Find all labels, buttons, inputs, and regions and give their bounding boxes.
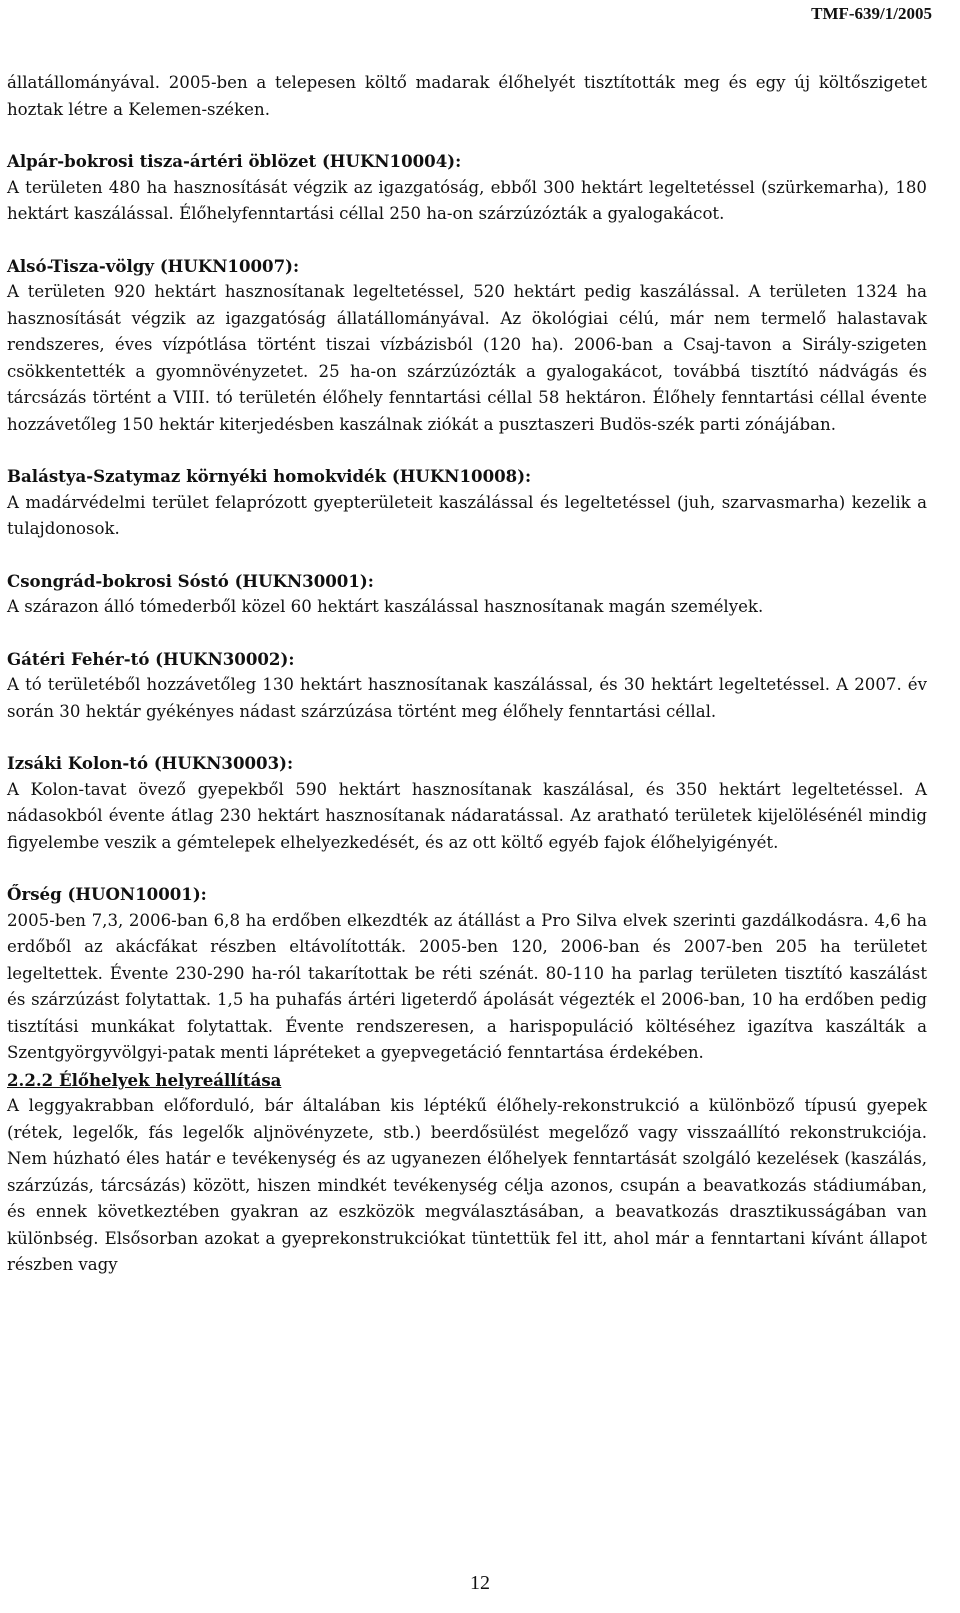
section-heading: Izsáki Kolon-tó (HUKN30003): — [7, 753, 294, 773]
section-body: 2005-ben 7,3, 2006-ban 6,8 ha erdőben elkezdték az átállást a Pro Silva elvek szerinti gazdálkodásra. 4,6 ha erdőből az akácfákat részben eltávolították. 2005-ben 120, 2006-ban és 2007-ben 205 ha területet legeltettek. Évente 230-290 ha-ról takarítottak be réti szénát. 80-110 ha parlag területen tisztító kaszálást és szárzúzást folytattak. 1,5 ha puhafás ártéri ligeterdő ápolását végezték el 2006-ban, 10 ha erdőben pedig tisztítási munkákat folytattak. Évente rendszeresen, a harispopuláció költéséhez igazítva kaszálták a Szentgyörgyvölgyi-patak menti lápréteket a gyepvegetáció fenntartása érdekében. — [7, 910, 927, 1062]
section-body: A tó területéből hozzávetőleg 130 hektárt hasznosítanak kaszálással, és 30 hektárt legeltetéssel. A 2007. év során 30 hektár gyékényes nádast szárzúzása történt meg élőhely fenntartási céllal. — [7, 675, 927, 721]
section-heading: Alsó-Tisza-völgy (HUKN10007): — [7, 255, 300, 276]
section-heading: Balástya-Szatymaz környéki homokvidék (HUKN10008): — [7, 466, 532, 486]
section-csongrad-bokrosi-sosto — [7, 568, 927, 621]
section-body: A madárvédelmi terület felaprózott gyepterületeit kaszálással és legeltetéssel (juh, szarvasmarha) kezelik a tulajdonosok. — [7, 492, 927, 538]
document-id: TMF-639/1/2005 — [811, 4, 932, 23]
section-body: A szárazon álló tómederből közel 60 hektárt kaszálással hasznosítanak magán személyek. — [7, 597, 764, 616]
section-heading: Őrség (HUON10001): — [7, 884, 207, 904]
intro-paragraph: állatállományával. 2005-ben a telepesen költő madarak élőhelyét tisztították meg és egy új költőszigetet hoztak létre a Kelemen-széken. — [7, 73, 927, 119]
page-number: 12 — [470, 1572, 490, 1594]
section-balastya-szatymaz — [7, 463, 927, 543]
section-gateri-feher-to — [7, 646, 927, 726]
section-orseg — [7, 881, 927, 1067]
section-body: A területen 480 ha hasznosítását végzik az igazgatóság, ebből 300 hektárt legeltetéssel (szürkemarha), 180 hektárt kaszálással. Élőhelyfenntartási céllal 250 ha-on szárzúzózták a gyalogakácot. — [7, 177, 927, 223]
section-body: A Kolon-tavat övező gyepekből 590 hektárt hasznosítanak kaszálásal, és 350 hektárt legeltetéssel. A nádasokból évente átlag 230 hektárt hasznosítanak nádaratással. Az aratható területek kijelölésénél mindig figyelembe veszik a gémtelepek elhelyezkedését, és az ott költő egyéb fajok élőhelyigényét. — [7, 779, 927, 852]
section-also-tisza-volgy — [7, 253, 927, 439]
subsection-heading: 2.2.2 Élőhelyek helyreállítása — [7, 1069, 282, 1090]
section-heading: Alpár-bokrosi tisza-ártéri öblözet (HUKN10004): — [7, 151, 462, 171]
section-body: A területen 920 hektárt hasznosítanak legeltetéssel, 520 hektárt pedig kaszálással. A területen 1324 ha hasznosítását végzik az igazgatóság állatállományával. Az ökológiai célú, már nem termelő halastavak rendszeres, éves vízpótlása történt tiszai vízbázisból (120 ha). 2006-ban a Csaj-tavon a Sirály-szigeten csökkentették a gyomnövényzetet. 25 ha-on szárzúzózták a gyalogakácot, továbbá tisztító nádvágás és tárcsázás történt a VIII. tó területén élőhely fenntartási céllal 58 hektáron. Élőhely fenntartási céllal évente hozzávetőleg 150 hektár kiterjedésben kaszálnak ziókát a pusztaszeri Budös-szék parti zónájában. — [7, 282, 927, 434]
section-izsaki-kolon-to — [7, 750, 927, 856]
section-heading: Csongrád-bokrosi Sóstó (HUKN30001): — [7, 570, 374, 591]
page-content — [7, 70, 927, 1279]
section-heading: Gátéri Fehér-tó (HUKN30002): — [7, 648, 295, 669]
section-alpar-bokrosi — [7, 148, 927, 228]
subsection-body: A leggyakrabban előforduló, bár általában kis léptékű élőhely-rekonstrukció a különböző típusú gyepek (rétek, legelők, fás legelők aljnövényzete, stb.) beerdősülést megelőző vagy visszaállító rekonstrukciója. Nem húzható éles határ e tevékenység és az ugyanezen élőhelyek fenntartását szolgáló kezelések (kaszálás, szárzúzás, tárcsázás) között, hiszen mindkét tevékenység célja azonos, csupán a beavatkozás stádiumában, és ennek következtében gyakran az eszközök megválasztásában, a beavatkozás drasztikusságában van különbség. Elsősorban azokat a gyeprekonstrukciókat tüntettük fel itt, ahol már a fenntartani kívánt állapot részben vagy — [7, 1096, 927, 1274]
